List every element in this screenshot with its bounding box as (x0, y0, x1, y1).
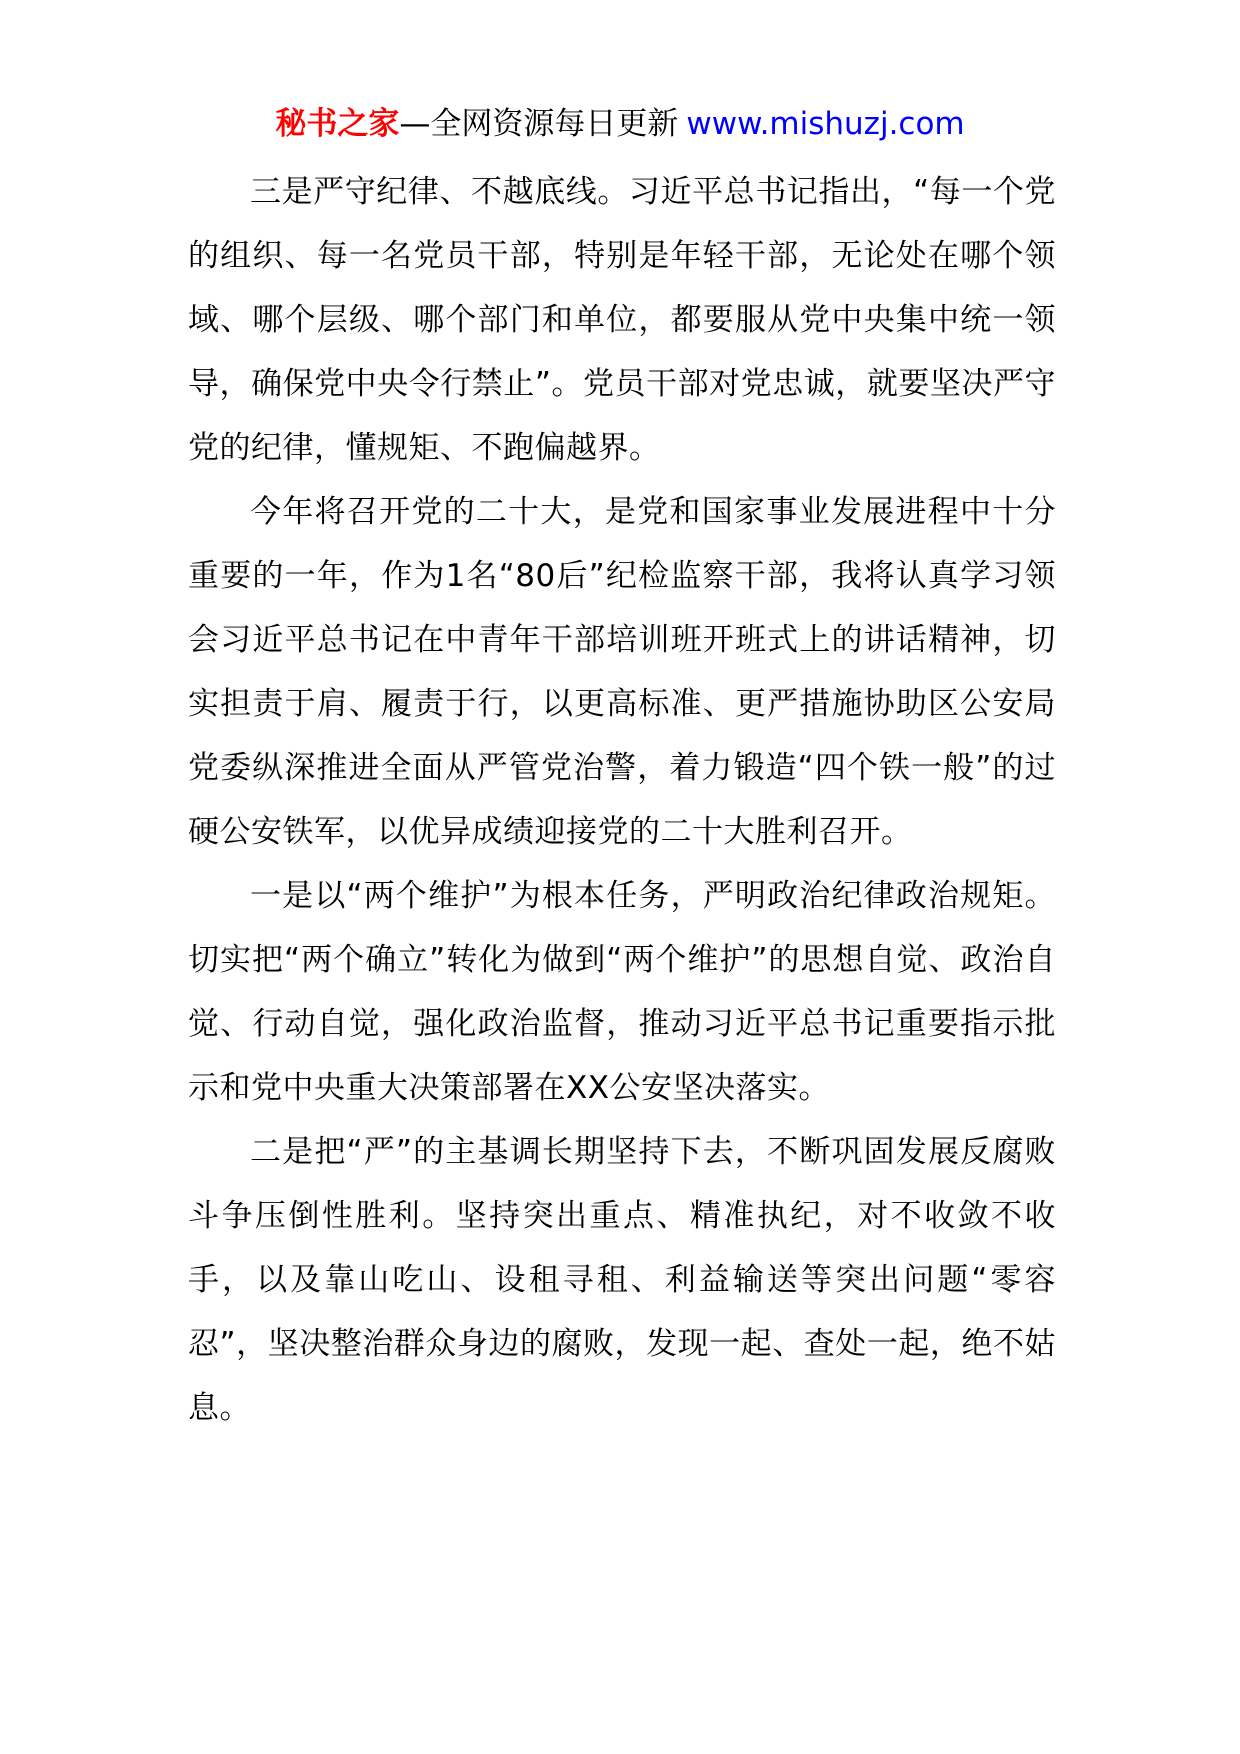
document-body (188, 160, 1056, 1440)
paragraph-discipline: 三是严守纪律、不越底线。习近平总书记指出，“每一个党的组织、每一名党员干部，特别是年轻干部，无论处在哪个领域、哪个层级、哪个部门和单位，都要服从党中央集中统一领导，确保党中央令行禁止”。党员干部对党忠诚，就要坚决严守党的纪律，懂规矩、不跑偏越界。 (188, 174, 1056, 466)
paragraph-strict-tone: 二是把“严”的主基调长期坚持下去，不断巩固发展反腐败斗争压倒性胜利。坚持突出重点、精准执纪，对不收敛不收手，以及靠山吃山、设租寻租、利益输送等突出问题“零容忍”，坚决整治群众身边的腐败，发现一起、查处一起，绝不姑息。 (188, 1134, 1056, 1426)
site-header (0, 98, 1240, 150)
site-url-link[interactable]: www.mishuzj.com (686, 106, 965, 142)
paragraph-two-safeguards: 一是以“两个维护”为根本任务，严明政治纪律政治规矩。切实把“两个确立”转化为做到“两个维护”的思想自觉、政治自觉、行动自觉，强化政治监督，推动习近平总书记重要指示批示和党中央重大决策部署在XX公安坚决落实。 (188, 878, 1056, 1106)
brand-name: 秘书之家 (275, 106, 400, 142)
paragraph-congress: 今年将召开党的二十大，是党和国家事业发展进程中十分重要的一年，作为1名“80后”纪检监察干部，我将认真学习领会习近平总书记在中青年干部培训班开班式上的讲话精神，切实担责于肩、履责于行，以更高标准、更严措施协助区公安局党委纵深推进全面从严管党治警，着力锻造“四个铁一般”的过硬公安铁军，以优异成绩迎接党的二十大胜利召开。 (188, 494, 1056, 850)
header-tagline: —全网资源每日更新 (399, 106, 679, 142)
